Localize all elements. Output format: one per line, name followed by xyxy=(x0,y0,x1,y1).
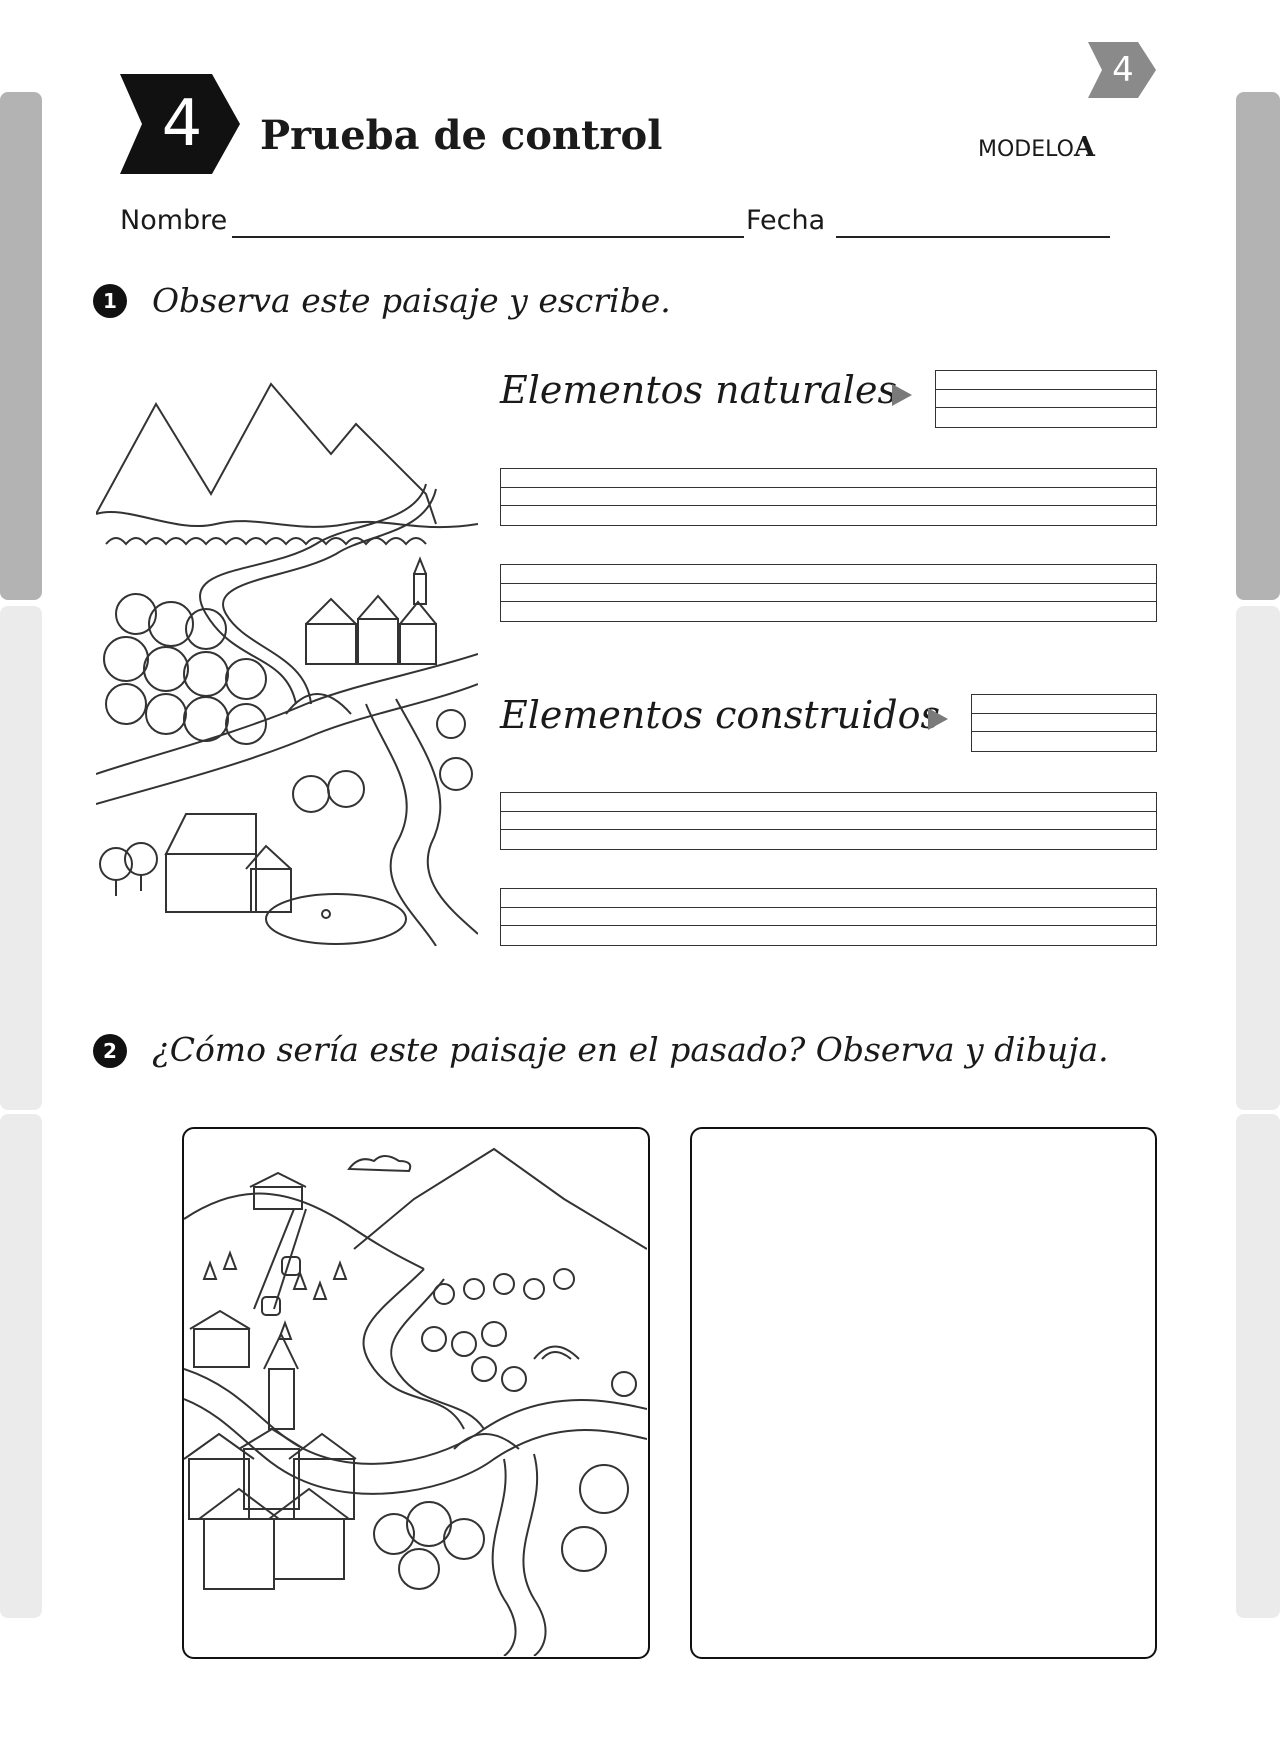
natural-elements-label: Elementos naturales xyxy=(500,368,897,412)
name-label: Nombre xyxy=(120,205,228,236)
model-text: MODELO xyxy=(978,137,1074,162)
arrow-right-icon xyxy=(892,384,912,406)
unit-number: 4 xyxy=(161,87,203,161)
writing-lines-built-2[interactable] xyxy=(500,792,1157,850)
built-elements-label: Elementos construidos xyxy=(500,693,941,737)
present-landscape-illustration xyxy=(96,374,478,946)
past-landscape-illustration xyxy=(184,1129,647,1656)
page-title: Prueba de control xyxy=(260,112,663,159)
writing-lines-natural-1[interactable] xyxy=(935,370,1157,428)
left-side-tab-dark xyxy=(0,92,42,600)
past-landscape-frame xyxy=(182,1127,650,1659)
model-letter: A xyxy=(1073,132,1095,163)
right-side-tab-light xyxy=(1236,606,1280,1110)
drawing-area[interactable] xyxy=(690,1127,1157,1659)
writing-lines-natural-2[interactable] xyxy=(500,468,1157,526)
date-label: Fecha xyxy=(746,205,826,236)
right-side-tab-dark xyxy=(1236,92,1280,600)
writing-lines-built-3[interactable] xyxy=(500,888,1157,946)
model-label xyxy=(978,132,1095,163)
left-side-tab-light xyxy=(0,1114,42,1618)
question-1-number: 1 xyxy=(93,284,127,318)
date-field[interactable] xyxy=(836,236,1110,238)
writing-lines-natural-3[interactable] xyxy=(500,564,1157,622)
right-side-tab-light xyxy=(1236,1114,1280,1618)
writing-lines-built-1[interactable] xyxy=(971,694,1157,752)
left-side-tab-light xyxy=(0,606,42,1110)
page-number: 4 xyxy=(1112,50,1134,90)
question-1-text: Observa este paisaje y escribe. xyxy=(152,281,671,320)
arrow-right-icon xyxy=(928,708,948,730)
question-2-text: ¿Cómo sería este paisaje en el pasado? Observa y dibuja. xyxy=(152,1030,1109,1069)
question-2-number: 2 xyxy=(93,1034,127,1068)
name-field[interactable] xyxy=(232,236,744,238)
